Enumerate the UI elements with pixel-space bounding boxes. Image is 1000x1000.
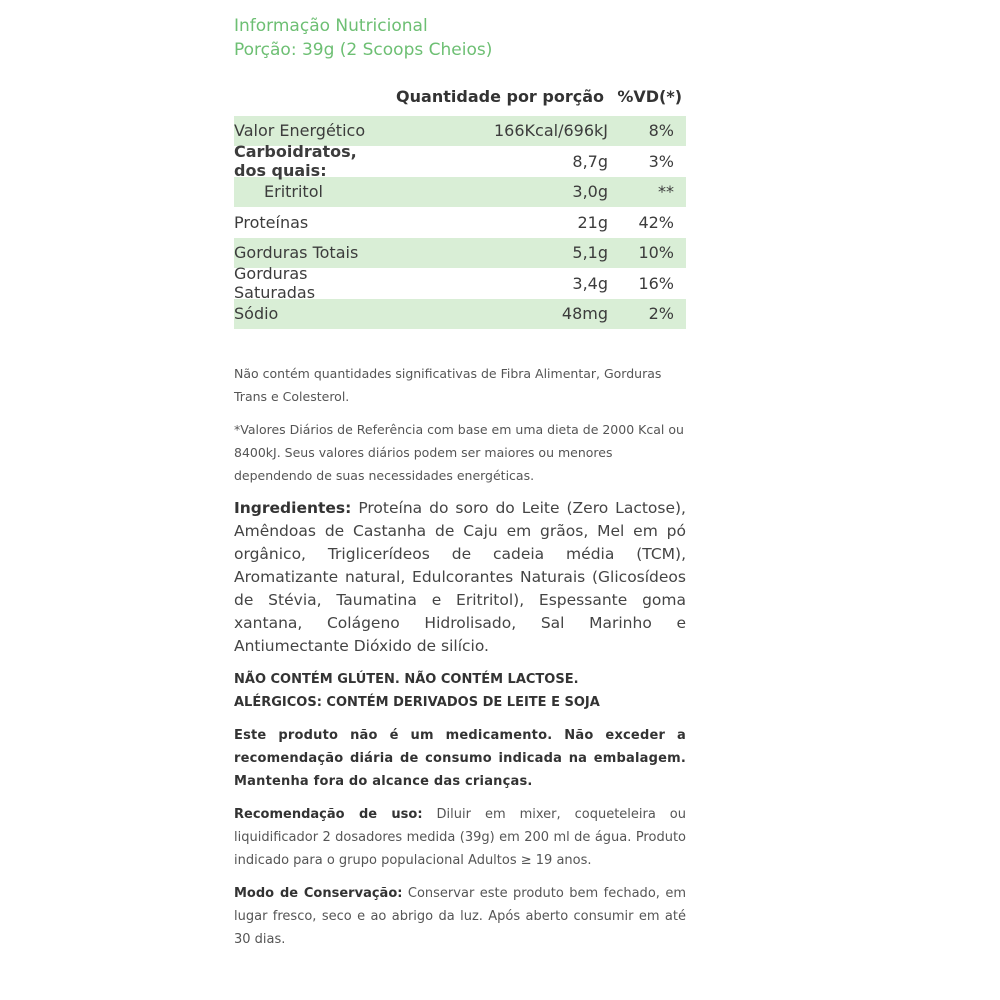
storage-instructions — [234, 882, 686, 951]
nutrient-vd: 2% — [648, 304, 674, 324]
nutrient-vd: 42% — [638, 212, 674, 232]
nutrient-quantity: 21g — [577, 212, 608, 232]
ingredients — [234, 497, 686, 658]
nutrient-vd: 10% — [638, 243, 674, 263]
nutrient-vd: ** — [658, 182, 674, 202]
nutrient-name: Gorduras Totais — [234, 243, 359, 263]
table-row — [234, 177, 686, 208]
ingredients-text: Proteína do soro do Leite (Zero Lactose), Amêndoas de Castanha de Caju em grãos, Mel em pó orgânico, Triglicerídeos de cadeia média (TCM), Aromatizante natural, Edulcorantes Naturais (Glicosídeos de Stévia, Taumatina e Eritritol), Espessante goma xantana, Colágeno Hidrolisado, Sal Marinho e Antiumectante Dióxido de silício. — [234, 498, 686, 655]
nutrient-vd: 3% — [648, 151, 674, 171]
nutrient-vd: 16% — [638, 273, 674, 293]
table-header — [234, 76, 686, 116]
table-row — [234, 264, 686, 303]
nutrition-table — [234, 76, 686, 330]
storage-label: Modo de Conservação: — [234, 885, 403, 901]
nutrient-name: Proteínas — [234, 212, 309, 232]
medication-warning: Este produto não é um medicamento. Não exceder a recomendação diária de consumo indicada na embalagem. Mantenha fora do alcance das crianças. — [234, 727, 686, 789]
header-vd: %VD(*) — [617, 86, 682, 106]
nutrient-quantity: 3,4g — [572, 273, 608, 293]
label-title: Informação Nutricional — [234, 16, 428, 36]
ingredients-label: Ingredientes: — [234, 498, 352, 517]
nutrient-name: Carboidratos, dos quais: — [234, 142, 357, 181]
nutrition-label — [234, 14, 686, 951]
nutrient-quantity: 8,7g — [572, 151, 608, 171]
storage-text: Conservar este produto bem fechado, em lugar fresco, seco e ao abrigo da luz. Após aberto consumir em até 30 dias. — [234, 885, 687, 947]
table-row — [234, 142, 686, 181]
table-row — [234, 299, 686, 330]
allergen-info — [234, 668, 686, 714]
table-row — [234, 208, 686, 239]
daily-values-note: *Valores Diários de Referência com base em uma dieta de 2000 Kcal ou 8400kJ. Seus valores diários podem ser maiores ou menores dependendo de suas necessidades energéticas. — [234, 421, 684, 483]
portion-size: Porção: 39g (2 Scoops Cheios) — [234, 40, 493, 60]
nutrient-quantity: 5,1g — [572, 243, 608, 263]
nutrient-quantity: 48mg — [561, 304, 608, 324]
usage-label: Recomendação de uso: — [234, 806, 423, 822]
nutrient-name: Sódio — [234, 304, 279, 324]
insignificant-note: Não contém quantidades significativas de Fibra Alimentar, Gorduras Trans e Colesterol. — [234, 365, 662, 404]
nutrient-quantity: 166Kcal/696kJ — [494, 121, 608, 141]
nutrient-name: Valor Energético — [234, 121, 366, 141]
nutrient-name: Eritritol — [264, 182, 323, 202]
nutrient-name: Gorduras Saturadas — [234, 264, 316, 303]
usage-recommendation — [234, 803, 686, 872]
nutrient-vd: 8% — [648, 121, 674, 141]
nutrient-quantity: 3,0g — [572, 182, 608, 202]
allergen-line-2: ALÉRGICOS: CONTÉM DERIVADOS DE LEITE E SOJA — [234, 694, 600, 710]
usage-text: Diluir em mixer, coqueteleira ou liquidificador 2 dosadores medida (39g) em 200 ml de água. Produto indicado para o grupo populacional Adultos ≥ 19 anos. — [234, 806, 686, 868]
allergen-line-1: NÃO CONTÉM GLÚTEN. NÃO CONTÉM LACTOSE. — [234, 671, 579, 687]
header-quantity: Quantidade por porção — [396, 86, 604, 106]
